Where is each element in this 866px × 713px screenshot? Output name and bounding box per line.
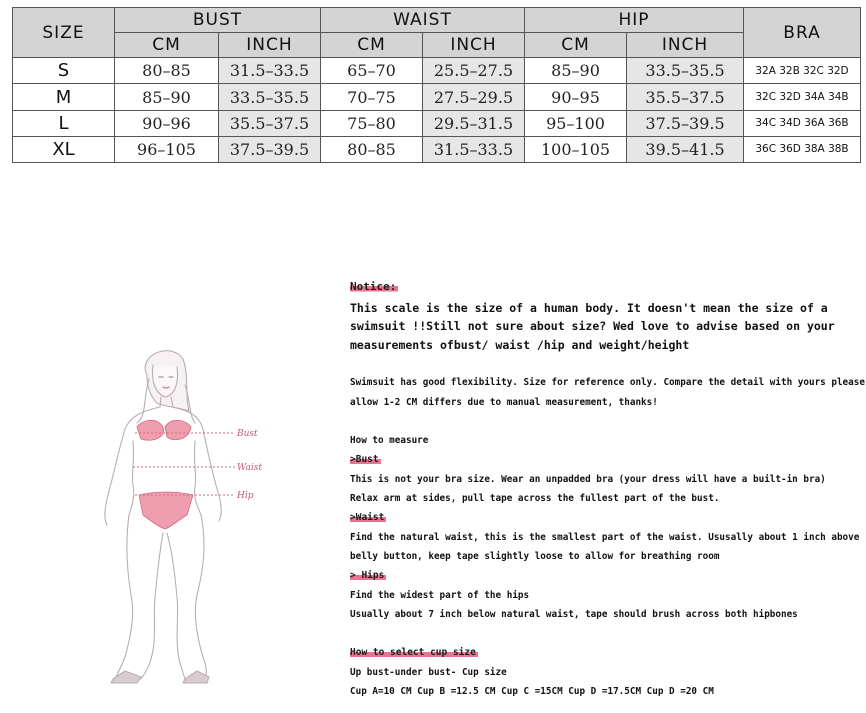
bust-inch-cell: 37.5–39.5 xyxy=(219,136,321,162)
size-cell: M xyxy=(13,84,115,110)
header-bra: BRA xyxy=(744,8,861,58)
size-chart-table xyxy=(12,7,861,163)
hip-cm-cell: 100–105 xyxy=(525,136,627,162)
notice-line-3: measurements ofbust/ waist /hip and weight/height xyxy=(350,338,690,352)
bust-inch-cell: 33.5–35.5 xyxy=(219,84,321,110)
table-row xyxy=(13,110,861,136)
bra-cell: 32A 32B 32C 32D xyxy=(744,58,861,84)
bust-label: Bust xyxy=(237,429,258,439)
bust-cm-cell: 90–96 xyxy=(115,110,219,136)
hips-line-1: Find the widest part of the hips xyxy=(350,590,530,601)
waist-cm-cell: 70–75 xyxy=(321,84,423,110)
body-measurement-figure xyxy=(85,345,285,685)
notice-line-1: This scale is the size of a human body. It doesn't mean the size of a xyxy=(350,301,828,315)
waist-line-1: Find the natural waist, this is the smallest part of the waist. Ususally about 1 inch above xyxy=(350,532,860,543)
header-hip-inch: INCH xyxy=(627,33,744,58)
waist-cm-cell: 75–80 xyxy=(321,110,423,136)
header-bust-inch: INCH xyxy=(219,33,321,58)
notice-line-2: swimsuit !!Still not sure about size? Wed love to advise based on your xyxy=(350,319,835,333)
bra-cell: 32C 32D 34A 34B xyxy=(744,84,861,110)
hips-line-2: Usually about 7 inch below natural waist, tape should brush across both hipbones xyxy=(350,609,798,620)
bust-inch-cell: 35.5–37.5 xyxy=(219,110,321,136)
waist-cm-cell: 65–70 xyxy=(321,58,423,84)
header-hip: HIP xyxy=(525,8,744,33)
bra-cell: 36C 36D 38A 38B xyxy=(744,136,861,162)
cup-line-2: Cup A=10 CM Cup B =12.5 CM Cup C =15CM Cup D =17.5CM Cup D =20 CM xyxy=(350,686,714,697)
waist-label: Waist xyxy=(237,463,262,473)
bust-line-2: Relax arm at sides, pull tape across the fullest part of the bust. xyxy=(350,493,720,504)
size-cell: XL xyxy=(13,136,115,162)
bust-cm-cell: 85–90 xyxy=(115,84,219,110)
hip-inch-cell: 37.5–39.5 xyxy=(627,110,744,136)
waist-inch-cell: 29.5–31.5 xyxy=(423,110,525,136)
header-bust-cm: CM xyxy=(115,33,219,58)
flex-line-2: allow 1-2 CM differs due to manual measurement, thanks! xyxy=(350,397,658,408)
table-row xyxy=(13,58,861,84)
waist-cm-cell: 80–85 xyxy=(321,136,423,162)
bra-cell: 34C 34D 36A 36B xyxy=(744,110,861,136)
bust-line-1: This is not your bra size. Wear an unpadded bra (your dress will have a built-in bra) xyxy=(350,474,826,485)
how-to-measure-title: How to measure xyxy=(350,435,429,446)
header-waist-inch: INCH xyxy=(423,33,525,58)
waist-heading: >Waist xyxy=(350,512,385,523)
cup-line-1: Up bust-under bust- Cup size xyxy=(350,667,507,678)
bust-cm-cell: 96–105 xyxy=(115,136,219,162)
table-row xyxy=(13,136,861,162)
header-waist: WAIST xyxy=(321,8,525,33)
flex-line-1: Swimsuit has good flexibility. Size for reference only. Compare the detail with yours please xyxy=(350,377,865,388)
header-size: SIZE xyxy=(13,8,115,58)
header-waist-cm: CM xyxy=(321,33,423,58)
waist-inch-cell: 25.5–27.5 xyxy=(423,58,525,84)
size-cell: S xyxy=(13,58,115,84)
waist-line-2: belly button, keep tape slightly loose to allow for breathing room xyxy=(350,551,720,562)
hip-inch-cell: 33.5–35.5 xyxy=(627,58,744,84)
size-cell: L xyxy=(13,110,115,136)
hip-cm-cell: 90–95 xyxy=(525,84,627,110)
hip-cm-cell: 95–100 xyxy=(525,110,627,136)
hip-cm-cell: 85–90 xyxy=(525,58,627,84)
hip-label: Hip xyxy=(237,491,254,501)
hip-inch-cell: 39.5–41.5 xyxy=(627,136,744,162)
hips-heading: > Hips xyxy=(350,570,385,581)
cup-size-heading: How to select cup size xyxy=(350,647,476,658)
bust-heading: >Bust xyxy=(350,454,379,465)
header-bust: BUST xyxy=(115,8,321,33)
table-row xyxy=(13,84,861,110)
waist-inch-cell: 27.5–29.5 xyxy=(423,84,525,110)
bust-inch-cell: 31.5–33.5 xyxy=(219,58,321,84)
hip-inch-cell: 35.5–37.5 xyxy=(627,84,744,110)
waist-inch-cell: 31.5–33.5 xyxy=(423,136,525,162)
notice-heading: Notice: xyxy=(350,280,397,293)
header-hip-cm: CM xyxy=(525,33,627,58)
bust-cm-cell: 80–85 xyxy=(115,58,219,84)
